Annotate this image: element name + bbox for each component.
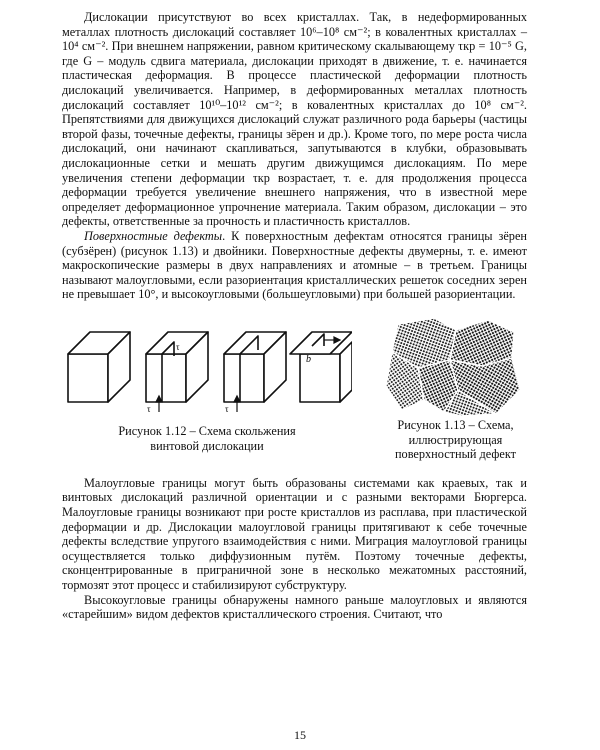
grain-2 <box>450 320 514 366</box>
tau-label-shear: τ <box>176 341 180 352</box>
paragraph-low-angle-boundaries: Малоугловые границы могут быть образованы системами как краевых, так и винтовых дислокаций различной ориентации и с разными векторами Бюргерса. Малоугловые границы возникают при росте кристаллов из расплава, при пластической деформации и др. Дислокации малоугловой границы притягивают к себе точечные дефекты вследствие упругого взаимодействия с ними. Миграция малоугловой границы осуществляется только диффузионным путём. Поэтому точечные дефекты, сконцентрированные в приграничной зоне в несколько межатомных расстояний, тормозят этот процесс и стабилизируют субструктуру. <box>62 475 527 593</box>
figure-1-12-caption-line2: винтовой дислокации <box>150 438 264 453</box>
figure-1-13-caption-line1: Рисунок 1.13 – Схема, <box>397 417 514 432</box>
figure-1-13-caption <box>384 418 527 462</box>
tau-label-block-2: τ <box>147 403 151 414</box>
figure-1-12-caption-line1: Рисунок 1.12 – Схема скольжения <box>118 423 296 438</box>
figure-1-12-caption <box>72 424 342 454</box>
figure-1-13 <box>384 316 527 466</box>
paragraph-high-angle-boundaries: Высокоугловые границы обнаружены намного раньше малоугловых и являются «старейшим» видом дефектов кристаллического строения. Считают, что <box>62 592 527 622</box>
block-2-front <box>146 354 186 402</box>
figure-1-13-caption-line3: поверхностный дефект <box>394 447 517 462</box>
figures-row <box>62 316 527 466</box>
block-4-side <box>340 342 352 402</box>
block-1-front <box>68 354 108 402</box>
page-number: 15 <box>294 728 306 742</box>
page-body <box>62 10 527 622</box>
grain-boundaries-image <box>384 316 527 416</box>
block-3-front <box>224 354 264 402</box>
screw-dislocation-diagram <box>62 316 352 416</box>
burgers-vector-label: b <box>306 353 311 365</box>
surface-defects-title: Поверхностные дефекты <box>84 228 223 243</box>
surface-defects-text: . К поверхностным дефектам относятся границы зёрен (субзёрен) (рисунок 1.13) и двойники. Поверхностные дефекты двумерны, т. е. имеют макроскопические размеры в двух направлениях и атомные – в третьем. Границы называют малоугловыми, если разориентация кристаллических решеток соседних зерен не превышает 10°, и высокоугловыми (большеугловыми) при большей разориентации. <box>62 228 527 302</box>
tau-label-block-3: τ <box>225 403 229 414</box>
figure-1-13-caption-line2: иллюстрирующая <box>408 432 503 447</box>
paragraph-surface-defects <box>62 229 527 302</box>
paragraph-dislocations: Дислокации присутствуют во всех кристаллах. Так, в недеформированных металлах плотность дислокаций составляет 10⁶–10⁸ см⁻²; в ковалентных кристаллах – 10⁴ см⁻². При внешнем напряжении, равном критическому скалывающему τкр = 10⁻⁵ G, где G – модуль сдвига материала, дислокации приходят в движение, т. е. начинается пластическая деформация. В процессе пластической деформации плотность дислокаций увеличивается. Например, в деформированных металлах плотность дислокаций составляет 10¹⁰–10¹² см⁻²; в ковалентных кристаллах до 10⁸ см⁻². Препятствиями для движущихся дислокаций служат различного рода барьеры (частицы второй фазы, точечные дефекты, границы зёрен и др.). Кроме того, по мере роста числа дислокаций, они начинают скапливаться, запутываются в клубки, образовывать дислокационные сетки и мешать другим движущимся дислокациям. По мере увеличения степени деформации τкр возрастает, т. е. для продолжения процесса деформации требуется увеличение внешнего напряжения, что в известной мере определяет деформационное упрочнение материала. Таким образом, дислокации – это дефекты, ответственные за прочность и пластичность кристаллов. <box>62 10 527 229</box>
figure-1-12 <box>62 316 352 466</box>
